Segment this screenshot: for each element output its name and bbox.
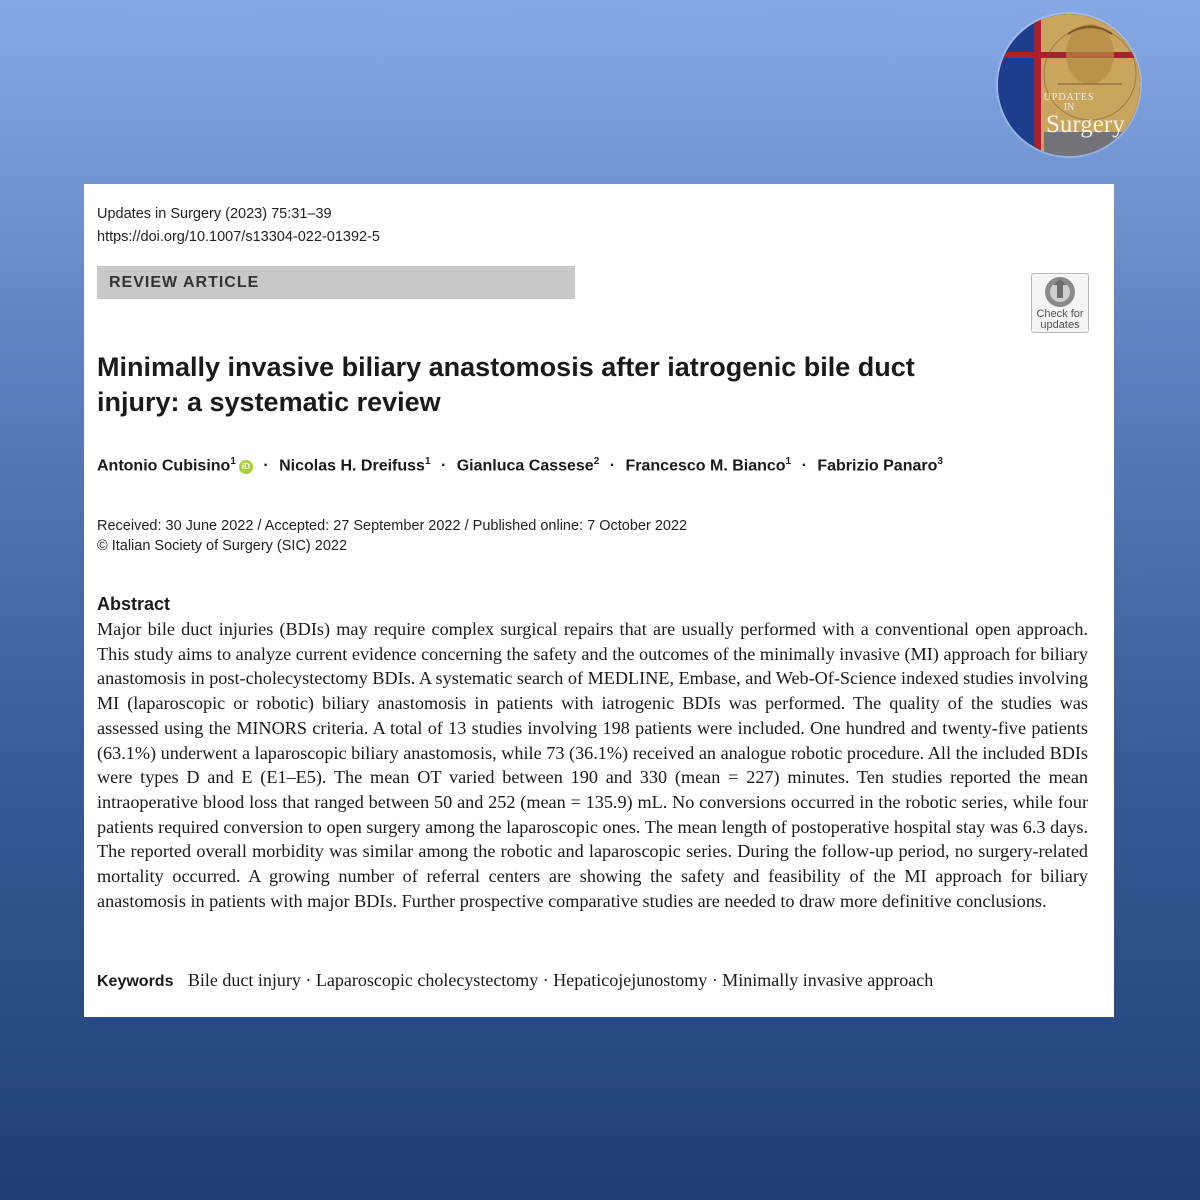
article-card bbox=[84, 184, 1114, 1017]
article-type-banner bbox=[97, 266, 575, 299]
keywords-label: Keywords bbox=[97, 973, 174, 990]
author-separator: · bbox=[609, 457, 616, 475]
doi-link[interactable]: https://doi.org/10.1007/s13304-022-01392-5 bbox=[97, 229, 380, 245]
author-affiliation: 1 bbox=[785, 456, 792, 467]
check-updates-text: Check for updates bbox=[1036, 308, 1084, 331]
logo-text-updates: UPDATES bbox=[1043, 92, 1095, 103]
check-updates-icon bbox=[1032, 274, 1088, 310]
author-list bbox=[97, 456, 943, 475]
journal-logo bbox=[998, 14, 1140, 156]
author-name: Antonio Cubisino bbox=[97, 457, 231, 475]
author-affiliation: 1 bbox=[424, 456, 431, 467]
copyright-notice: © Italian Society of Surgery (SIC) 2022 bbox=[97, 538, 348, 554]
author-affiliation: 1 bbox=[230, 456, 236, 467]
article-type-label: REVIEW ARTICLE bbox=[109, 274, 260, 291]
keywords-row bbox=[97, 970, 933, 991]
author-name: Fabrizio Panaro bbox=[817, 457, 938, 475]
check-for-updates-badge[interactable] bbox=[1031, 273, 1089, 333]
journal-citation: Updates in Surgery (2023) 75:31–39 bbox=[97, 206, 332, 222]
author-affiliation: 2 bbox=[593, 456, 600, 467]
article-title: Minimally invasive biliary anastomosis after iatrogenic bile duct injury: a systematic review bbox=[97, 352, 915, 417]
author-affiliation: 3 bbox=[937, 456, 943, 467]
author-separator: · bbox=[440, 457, 447, 475]
author-separator: · bbox=[263, 457, 269, 475]
keywords-list: Bile duct injury · Laparoscopic cholecystectomy · Hepaticojejunostomy · Minimally invasive approach bbox=[187, 970, 934, 990]
publication-dates: Received: 30 June 2022 / Accepted: 27 September 2022 / Published online: 7 October 2022 bbox=[97, 518, 688, 534]
abstract-heading: Abstract bbox=[97, 594, 171, 614]
author-separator: · bbox=[801, 457, 807, 475]
author-name: Francesco M. Bianco bbox=[625, 457, 786, 475]
abstract-body: Major bile duct injuries (BDIs) may require complex surgical repairs that are usually performed with a conventional open approach. This study aims to analyze current evidence concerning the safety and the outcomes of the minimally invasive (MI) approach for biliary anastomosis in post-cholecystectomy BDIs. A systematic search of MEDLINE, Embase, and Web-Of-Science indexed studies involving MI (laparoscopic or robotic) biliary anastomosis in patients with iatrogenic BDIs was performed. The quality of the studies was assessed using the MINORS criteria. A total of 13 studies involving 198 patients were included. One hundred and twenty-five patients (63.1%) underwent a laparoscopic biliary anastomosis, while 73 (36.1%) received an analogue robotic procedure. All the included BDIs were types D and E (E1–E5). The mean OT varied between 190 and 330 (mean = 227) minutes. Ten studies reported the mean intraoperative blood loss that ranged between 50 and 252 (mean = 135.9) mL. No conversions occurred in the robotic series, while four patients required conversion to open surgery among the laparoscopic ones. The mean length of postoperative hospital stay was 6.3 days. The reported overall morbidity was similar among the robotic and laparoscopic series. During the follow-up period, no surgery-related mortality occurred. A growing number of referral centers are showing the safety and feasibility of the MI approach for biliary anastomosis in patients with major BDIs. Further prospective comparative studies are needed to draw more definitive conclusions. bbox=[97, 619, 1088, 911]
logo-text-surgery: Surgery bbox=[1046, 111, 1125, 138]
orcid-icon[interactable]: iD bbox=[239, 460, 253, 474]
author-name: Nicolas H. Dreifuss bbox=[279, 457, 425, 475]
author-name: Gianluca Cassese bbox=[456, 457, 594, 475]
logo-text-in: IN bbox=[1063, 102, 1075, 113]
